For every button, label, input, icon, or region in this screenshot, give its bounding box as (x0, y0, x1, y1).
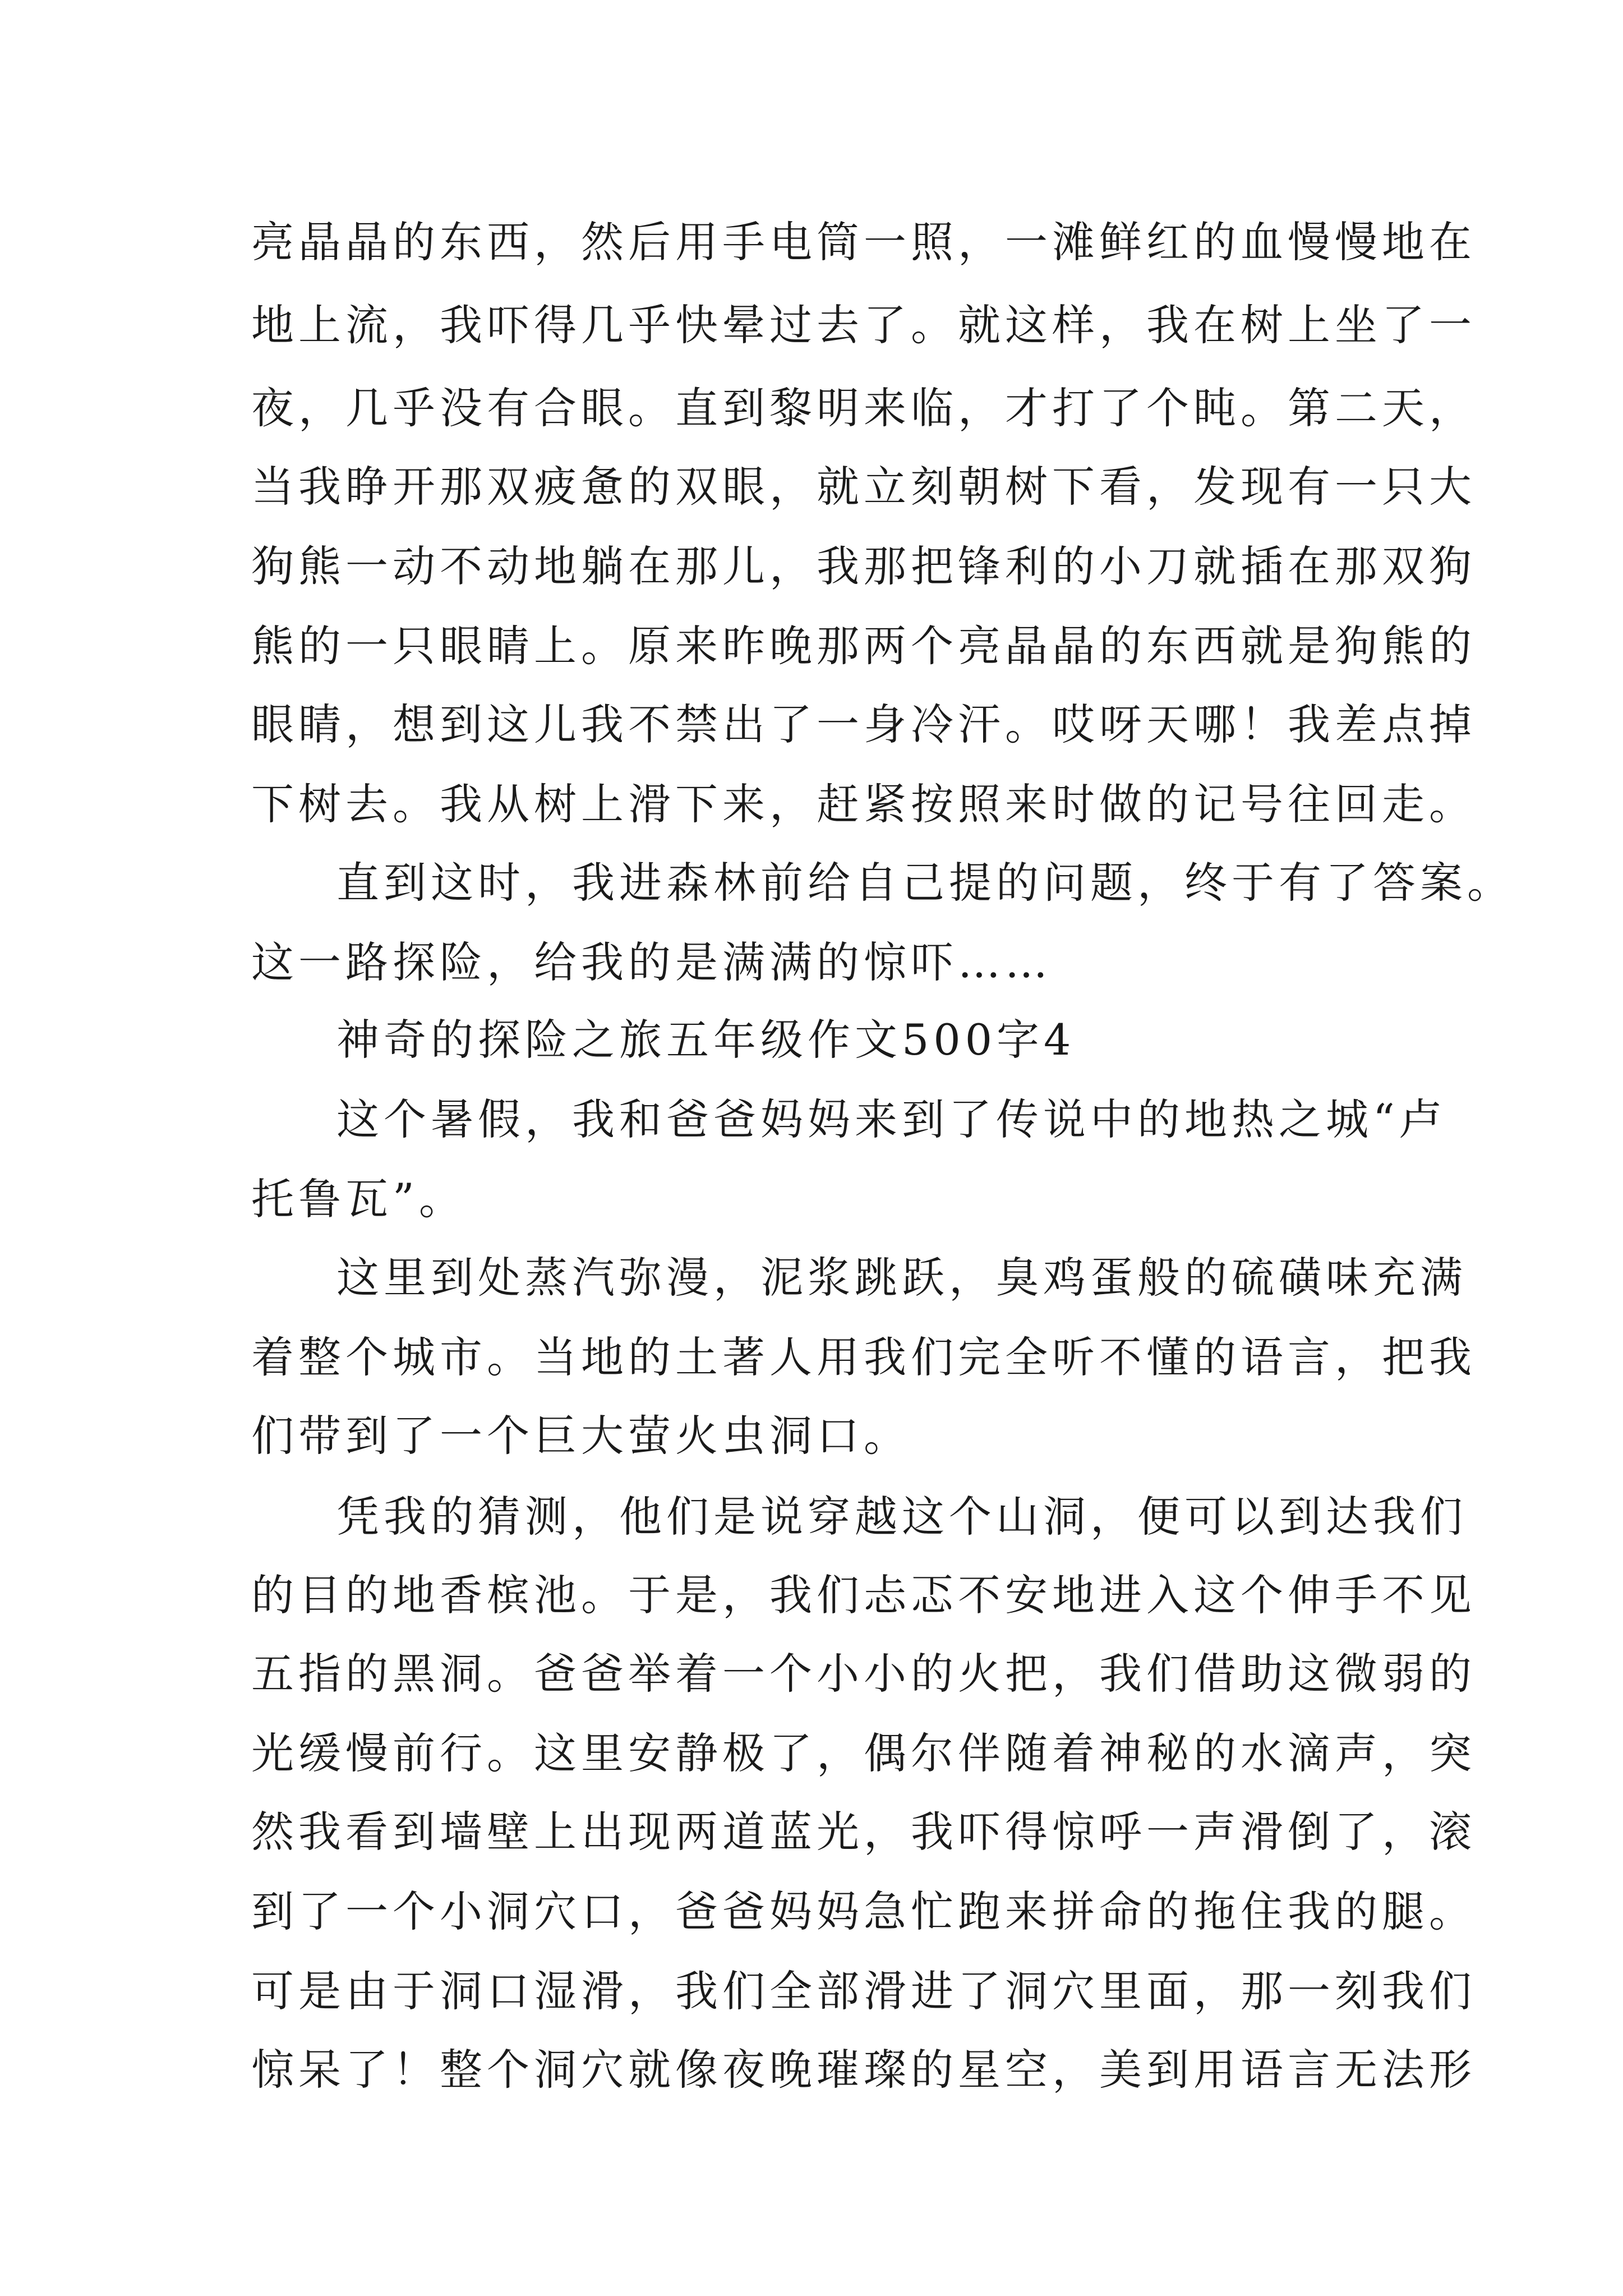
text-line: 的目的地香槟池。于是，我们忐忑不安地进入这个伸手不见 (251, 1570, 1476, 1620)
text-line: 惊呆了！整个洞穴就像夜晚璀璨的星空，美到用语言无法形 (251, 2045, 1476, 2095)
paragraph-start: 直到这时，我进森林前给自己提的问题，终于有了答案。 (336, 858, 1514, 908)
text-line: 当我睁开那双疲惫的双眼，就立刻朝树下看，发现有一只大 (251, 462, 1476, 512)
text-line: 下树去。我从树上滑下来，赶紧按照来时做的记号往回走。 (251, 779, 1476, 829)
text-line: 着整个城市。当地的土著人用我们完全听不懂的语言，把我 (251, 1332, 1476, 1382)
text-line: 地上流，我吓得几乎快晕过去了。就这样，我在树上坐了一 (251, 300, 1476, 350)
text-line: 可是由于洞口湿滑，我们全部滑进了洞穴里面，那一刻我们 (251, 1966, 1476, 2016)
paragraph-start: 凭我的猜测，他们是说穿越这个山洞，便可以到达我们 (336, 1492, 1467, 1542)
text-line: 眼睛，想到这儿我不禁出了一身冷汗。哎呀天哪！我差点掉 (251, 700, 1476, 749)
text-line: 光缓慢前行。这里安静极了，偶尔伴随着神秘的水滴声，突 (251, 1728, 1476, 1778)
paragraph-start: 这里到处蒸汽弥漫，泥浆跳跃，臭鸡蛋般的硫磺味充满 (336, 1253, 1467, 1303)
text-line: 然我看到墙壁上出现两道蓝光，我吓得惊呼一声滑倒了，滚 (251, 1807, 1476, 1857)
text-line: 狗熊一动不动地躺在那儿，我那把锋利的小刀就插在那双狗 (251, 541, 1476, 591)
text-line: 熊的一只眼睛上。原来昨晚那两个亮晶晶的东西就是狗熊的 (251, 621, 1476, 671)
text-line: 五指的黑洞。爸爸举着一个小小的火把，我们借助这微弱的 (251, 1649, 1476, 1699)
text-line: 们带到了一个巨大萤火虫洞口。 (251, 1411, 911, 1461)
text-line: 托鲁瓦”。 (251, 1174, 466, 1224)
text-line: 夜，几乎没有合眼。直到黎明来临，才打了个盹。第二天， (251, 383, 1476, 433)
text-line: 亮晶晶的东西，然后用手电筒一照，一滩鲜红的血慢慢地在 (251, 217, 1476, 267)
section-heading: 神奇的探险之旅五年级作文500字4 (336, 1015, 1076, 1065)
text-line: 到了一个小洞穴口，爸爸妈妈急忙跑来拼命的拖住我的腿。 (251, 1887, 1476, 1936)
paragraph-start: 这个暑假，我和爸爸妈妈来到了传说中的地热之城“卢 (336, 1094, 1446, 1144)
text-line: 这一路探险，给我的是满满的惊吓…… (251, 937, 1052, 987)
